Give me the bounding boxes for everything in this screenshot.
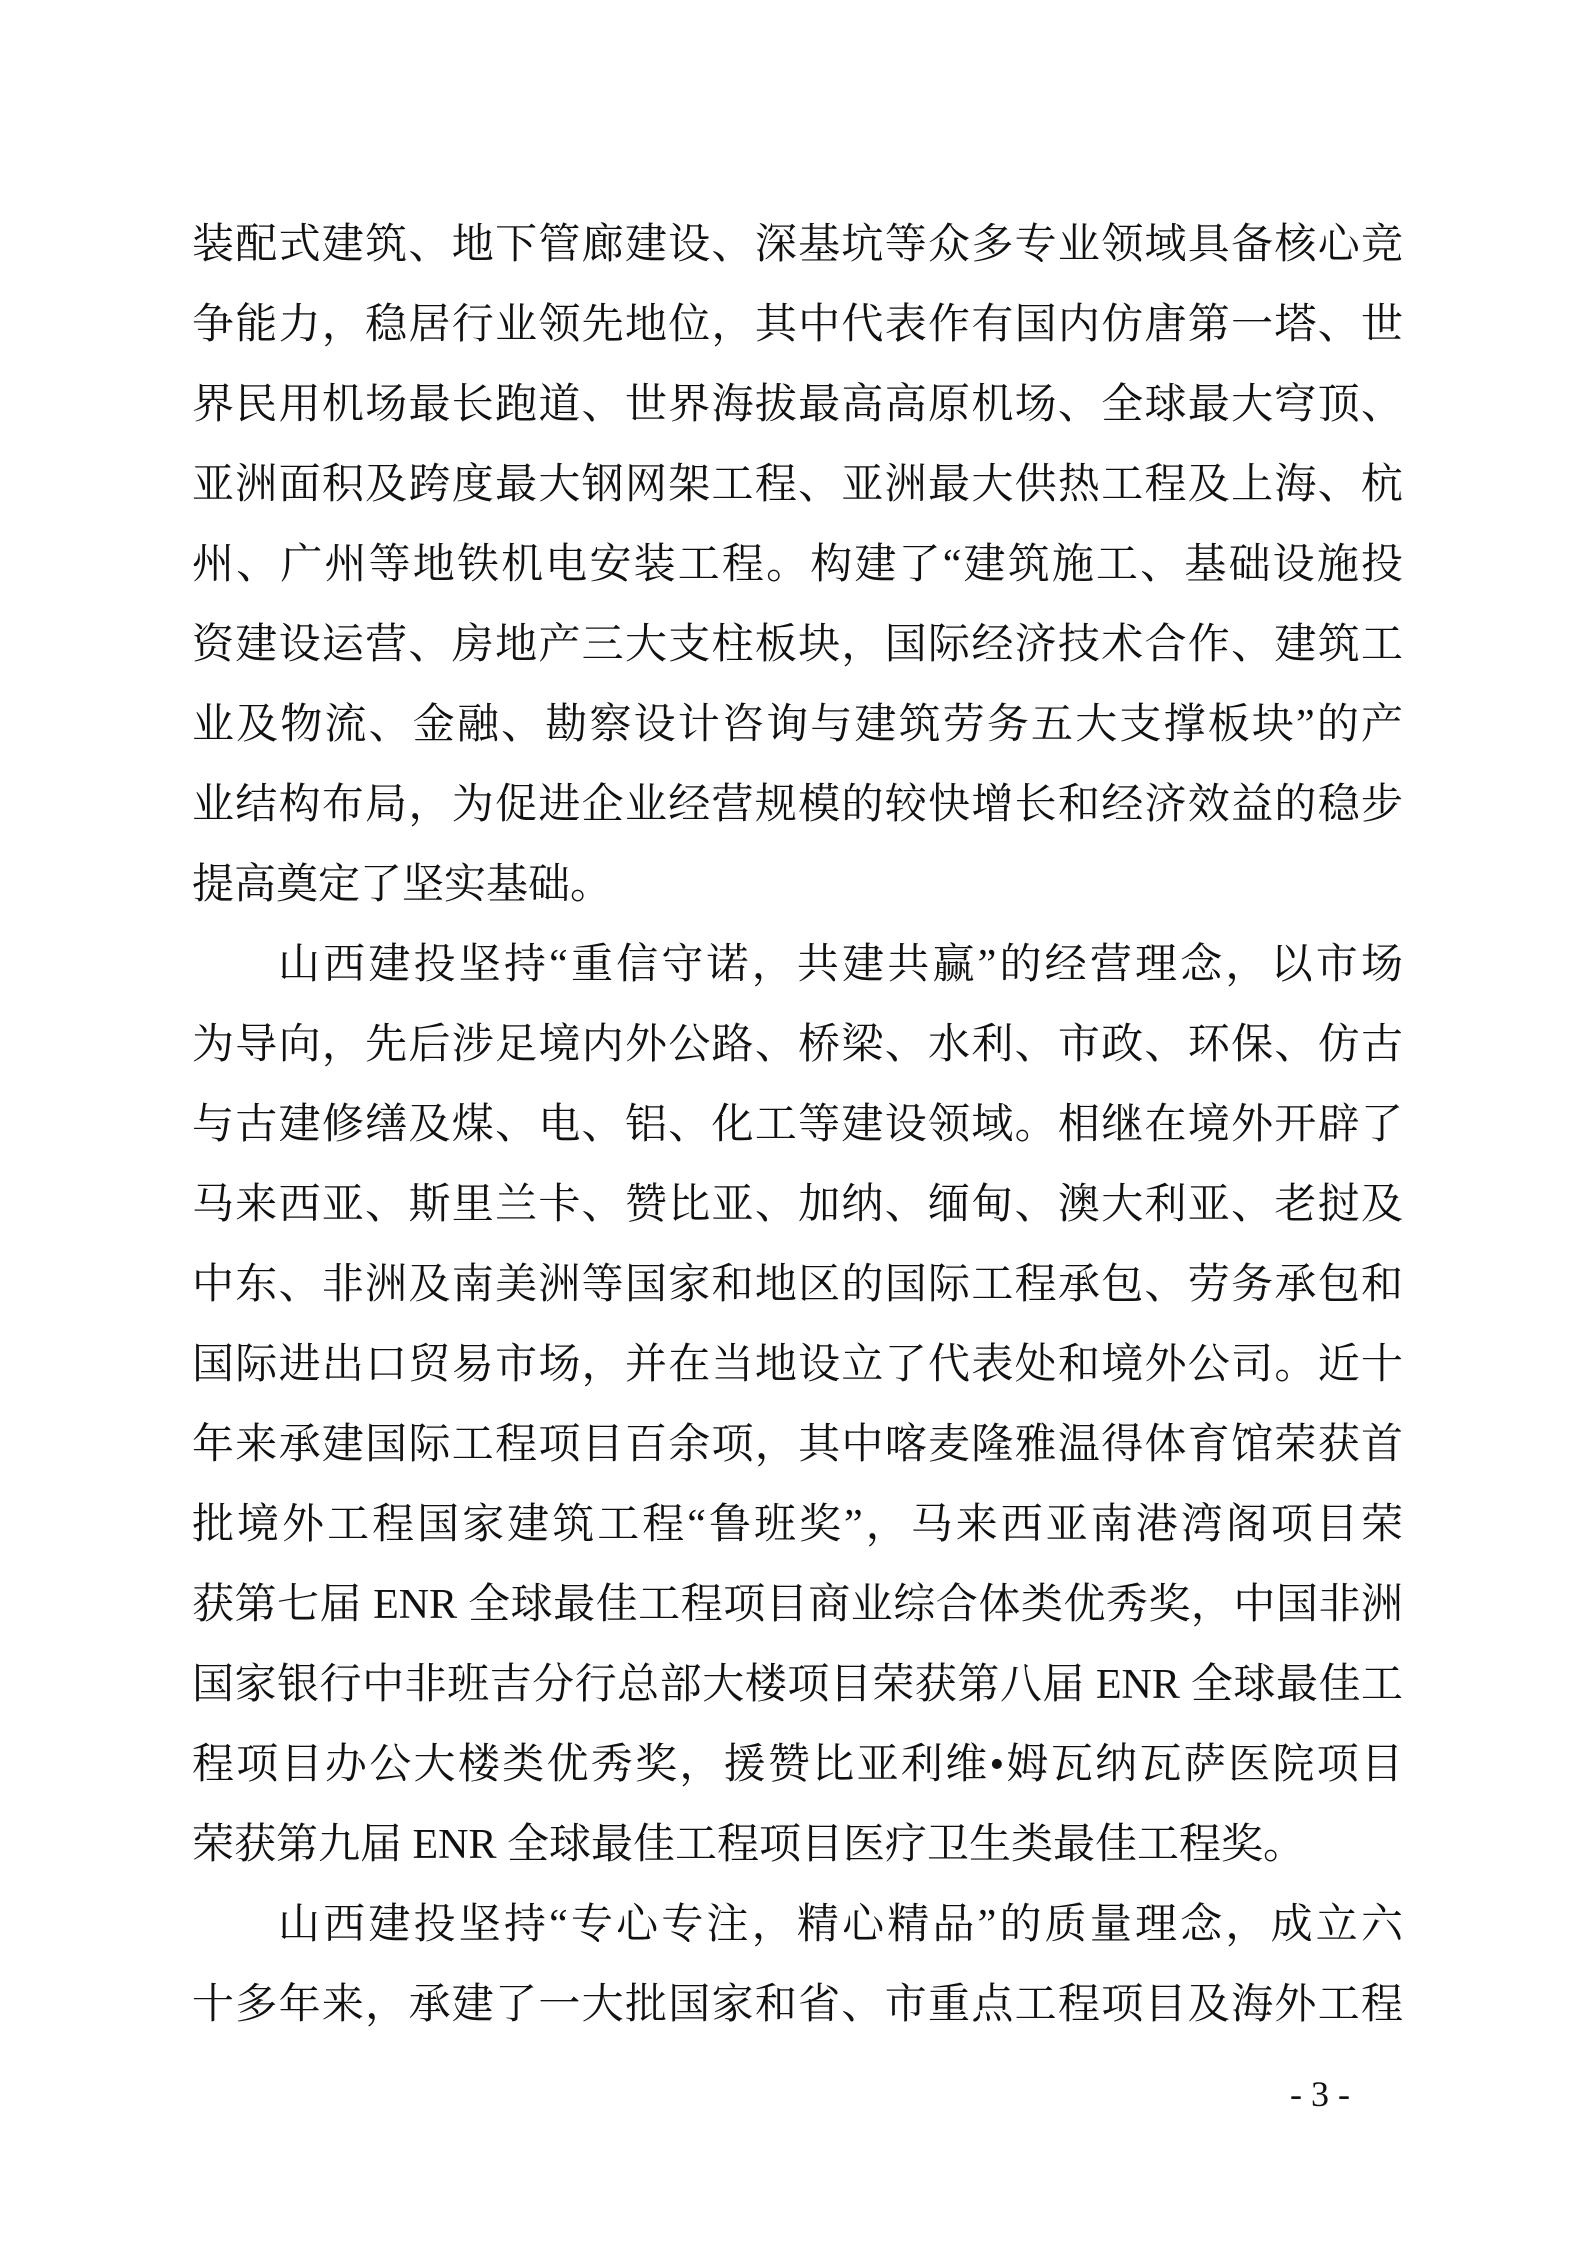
text-line: 山西建投坚持“专心专注，精心精品”的质量理念，成立六 [278, 1902, 1403, 1948]
text-line: 亚洲面积及跨度最大钢网架工程、亚洲最大供热工程及上海、杭 [192, 462, 1403, 508]
text-line: 获第七届 ENR 全球最佳工程项目商业综合体类优秀奖，中国非洲 [192, 1582, 1403, 1628]
text-line: 界民用机场最长跑道、世界海拔最高高原机场、全球最大穹顶、 [192, 382, 1403, 428]
text-line: 业及物流、金融、勘察设计咨询与建筑劳务五大支撑板块”的产 [192, 702, 1403, 748]
text-line: 马来西亚、斯里兰卡、赞比亚、加纳、缅甸、澳大利亚、老挝及 [192, 1182, 1403, 1228]
text-line: 争能力，稳居行业领先地位，其中代表作有国内仿唐第一塔、世 [192, 302, 1403, 348]
text-line: 年来承建国际工程项目百余项，其中喀麦隆雅温得体育馆荣获首 [192, 1422, 1403, 1468]
text-line: 山西建投坚持“重信守诺，共建共赢”的经营理念，以市场 [278, 942, 1403, 988]
text-line: 国家银行中非班吉分行总部大楼项目荣获第八届 ENR 全球最佳工 [192, 1662, 1403, 1708]
text-line: 为导向，先后涉足境内外公路、桥梁、水利、市政、环保、仿古 [192, 1022, 1403, 1068]
page-number: - 3 - [1290, 2074, 1350, 2114]
text-line: 荣获第九届 ENR 全球最佳工程项目医疗卫生类最佳工程奖。 [192, 1822, 1306, 1868]
text-line: 批境外工程国家建筑工程“鲁班奖”，马来西亚南港湾阁项目荣 [192, 1502, 1403, 1548]
text-line: 装配式建筑、地下管廊建设、深基坑等众多专业领域具备核心竞 [192, 222, 1403, 268]
text-line: 程项目办公大楼类优秀奖，援赞比亚利维•姆瓦纳瓦萨医院项目 [192, 1742, 1403, 1788]
text-line: 资建设运营、房地产三大支柱板块，国际经济技术合作、建筑工 [192, 622, 1403, 668]
paragraph-quality-philosophy [192, 1885, 1403, 2045]
text-line: 十多年来，承建了一大批国家和省、市重点工程项目及海外工程 [192, 1982, 1403, 2028]
document-body [192, 205, 1403, 2045]
text-line: 业结构布局，为促进企业经营规模的较快增长和经济效益的稳步 [192, 782, 1403, 828]
paragraph-capabilities [192, 205, 1403, 925]
text-line: 中东、非洲及南美洲等国家和地区的国际工程承包、劳务承包和 [192, 1262, 1403, 1308]
text-line: 国际进出口贸易市场，并在当地设立了代表处和境外公司。近十 [192, 1342, 1403, 1388]
text-line: 州、广州等地铁机电安装工程。构建了“建筑施工、基础设施投 [192, 542, 1403, 588]
text-line: 提高奠定了坚实基础。 [192, 862, 613, 908]
paragraph-business-philosophy [192, 925, 1403, 1885]
text-line: 与古建修缮及煤、电、铝、化工等建设领域。相继在境外开辟了 [192, 1102, 1403, 1148]
